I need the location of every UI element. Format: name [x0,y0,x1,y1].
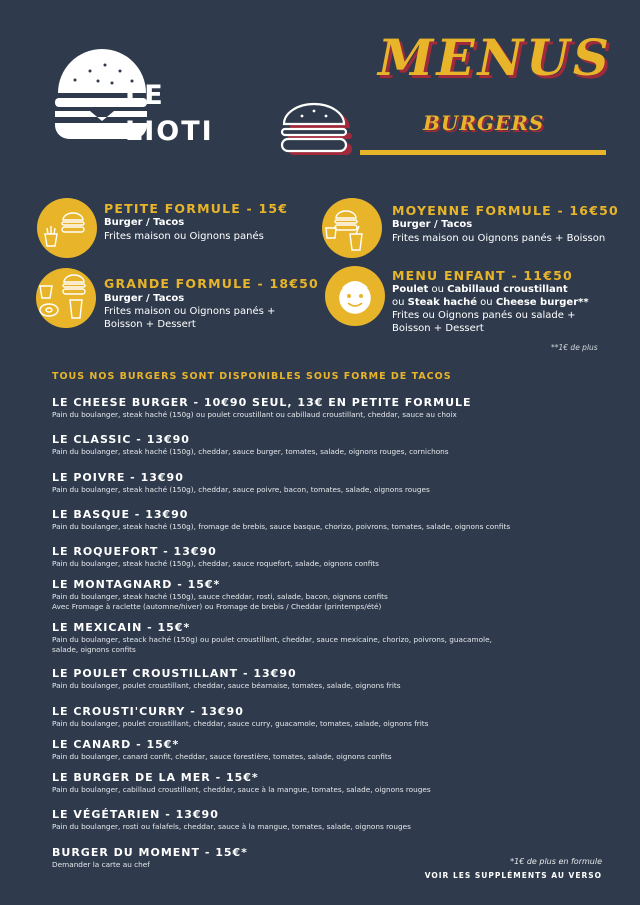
item-name: LE POIVRE - 13€90 [52,471,184,484]
menu-item [52,621,612,654]
item-desc: Pain du boulanger, steak haché (150g), cheddar, sauce roquefort, salade, oignons confits [52,559,379,568]
footer-verso: VOIR LES SUPPLÉMENTS AU VERSO [424,871,602,880]
petite-formule-line-2: Frites maison ou Oignons panés [104,231,264,242]
menu-enfant-line-4: Boisson + Dessert [392,323,484,334]
kids-note: **1€ de plus [551,343,598,352]
menu-enfant-title: MENU ENFANT - 11€50 [392,268,573,283]
item-desc-2: Avec Fromage à raclette (automne/hiver) ou Fromage de brebis / Cheddar (printemps/été) [52,601,382,611]
item-name: LE CANARD - 15€* [52,738,180,751]
item-desc: Pain du boulanger, steak haché (150g) ou poulet croustillant ou cabillaud croustillant, cheddar, sauce au choix [52,410,457,419]
menu-item [52,738,612,762]
item-name: LE CLASSIC - 13€90 [52,433,190,446]
petite-formule-line-1: Burger / Tacos [104,217,185,228]
moyenne-formule-icon [322,198,382,258]
menu-item [52,771,612,795]
item-desc: Pain du boulanger, poulet croustillant, cheddar, sauce curry, guacamole, tomates, salade, oignons frits [52,719,429,728]
menu-item [52,705,612,729]
grande-formule-title: GRANDE FORMULE - 18€50 [104,276,319,291]
menu-enfant-line-2: ou Steak haché ou Cheese burger** [392,297,589,308]
item-desc: Pain du boulanger, steak haché (150g), sauce cheddar, rosti, salade, bacon, oignons confits [52,592,388,601]
moyenne-formule-line-1: Burger / Tacos [392,219,473,230]
item-desc: Pain du boulanger, cabillaud croustillant, cheddar, sauce à la mangue, tomates, salade, oignons rouges [52,785,431,794]
petite-formule-title: PETITE FORMULE - 15€ [104,201,289,216]
item-name: LE ROQUEFORT - 13€90 [52,545,217,558]
menu-item [52,508,612,532]
item-desc: Pain du boulanger, steack haché (150g) ou poulet croustillant, cheddar, sauce mexicaine, chorizo, poivrons, guacamole, [52,635,492,644]
item-name: LE MONTAGNARD - 15€* [52,578,221,591]
item-name: LE MEXICAIN - 15€* [52,621,191,634]
moyenne-formule-line-2: Frites maison ou Oignons panés + Boisson [392,233,606,244]
menu-item [52,396,612,420]
menu-item [52,433,612,457]
menu-item [52,578,612,611]
menu-item [52,667,612,691]
brand-name [125,78,214,150]
item-name: LE CROUSTI'CURRY - 13€90 [52,705,244,718]
title-underline [360,150,606,155]
item-desc-2: salade, oignons confits [52,644,136,654]
grande-formule-line-3: Boisson + Dessert [104,319,196,330]
page-title: MENUS [378,28,612,87]
menu-enfant-line-1: Poulet ou Cabillaud croustillant [392,284,568,295]
menu-enfant-icon [325,266,385,326]
item-desc: Pain du boulanger, rosti ou falafels, cheddar, sauce à la mangue, tomates, salade, oignons rouges [52,822,411,831]
section-title: TOUS NOS BURGERS SONT DISPONIBLES SOUS FORME DE TACOS [52,371,452,382]
burger-icon [280,102,352,158]
petite-formule-icon [37,198,97,258]
item-desc: Pain du boulanger, canard confit, cheddar, sauce forestière, tomates, salade, oignons confits [52,752,392,761]
grande-formule-icon [36,268,96,328]
item-desc: Pain du boulanger, steak haché (150g), cheddar, sauce poivre, bacon, tomates, salade, oignons rouges [52,485,430,494]
menu-item [52,545,612,569]
item-name: LE BASQUE - 13€90 [52,508,189,521]
menu-enfant-line-3: Frites ou Oignons panés ou salade + [392,310,576,321]
grande-formule-line-2: Frites maison ou Oignons panés + [104,306,276,317]
item-name: LE CHEESE BURGER - 10€90 SEUL, 13€ EN PETITE FORMULE [52,396,472,409]
item-name: LE VÉGÉTARIEN - 13€90 [52,808,219,821]
brand-line-2: LIOTI [125,116,214,147]
moyenne-formule-title: MOYENNE FORMULE - 16€50 [392,203,619,218]
menu-item [52,471,612,495]
item-desc: Pain du boulanger, steak haché (150g), fromage de brebis, sauce basque, chorizo, poivrons, tomates, salade, oignons confits [52,522,511,531]
item-desc: Pain du boulanger, poulet croustillant, cheddar, sauce béarnaise, tomates, salade, oignons frits [52,681,401,690]
menu-item [52,808,612,832]
item-desc: Demander la carte au chef [52,860,150,869]
footer-note: *1€ de plus en formule [510,857,602,866]
item-name: LE POULET CROUSTILLANT - 13€90 [52,667,297,680]
item-desc: Pain du boulanger, steak haché (150g), cheddar, sauce burger, tomates, salade, oignons rouges, cornichons [52,447,449,456]
brand-line-1: LE [125,80,165,111]
page-subtitle: BURGERS [423,111,545,135]
item-name: LE BURGER DE LA MER - 15€* [52,771,259,784]
item-name: BURGER DU MOMENT - 15€* [52,846,248,859]
grande-formule-line-1: Burger / Tacos [104,293,185,304]
